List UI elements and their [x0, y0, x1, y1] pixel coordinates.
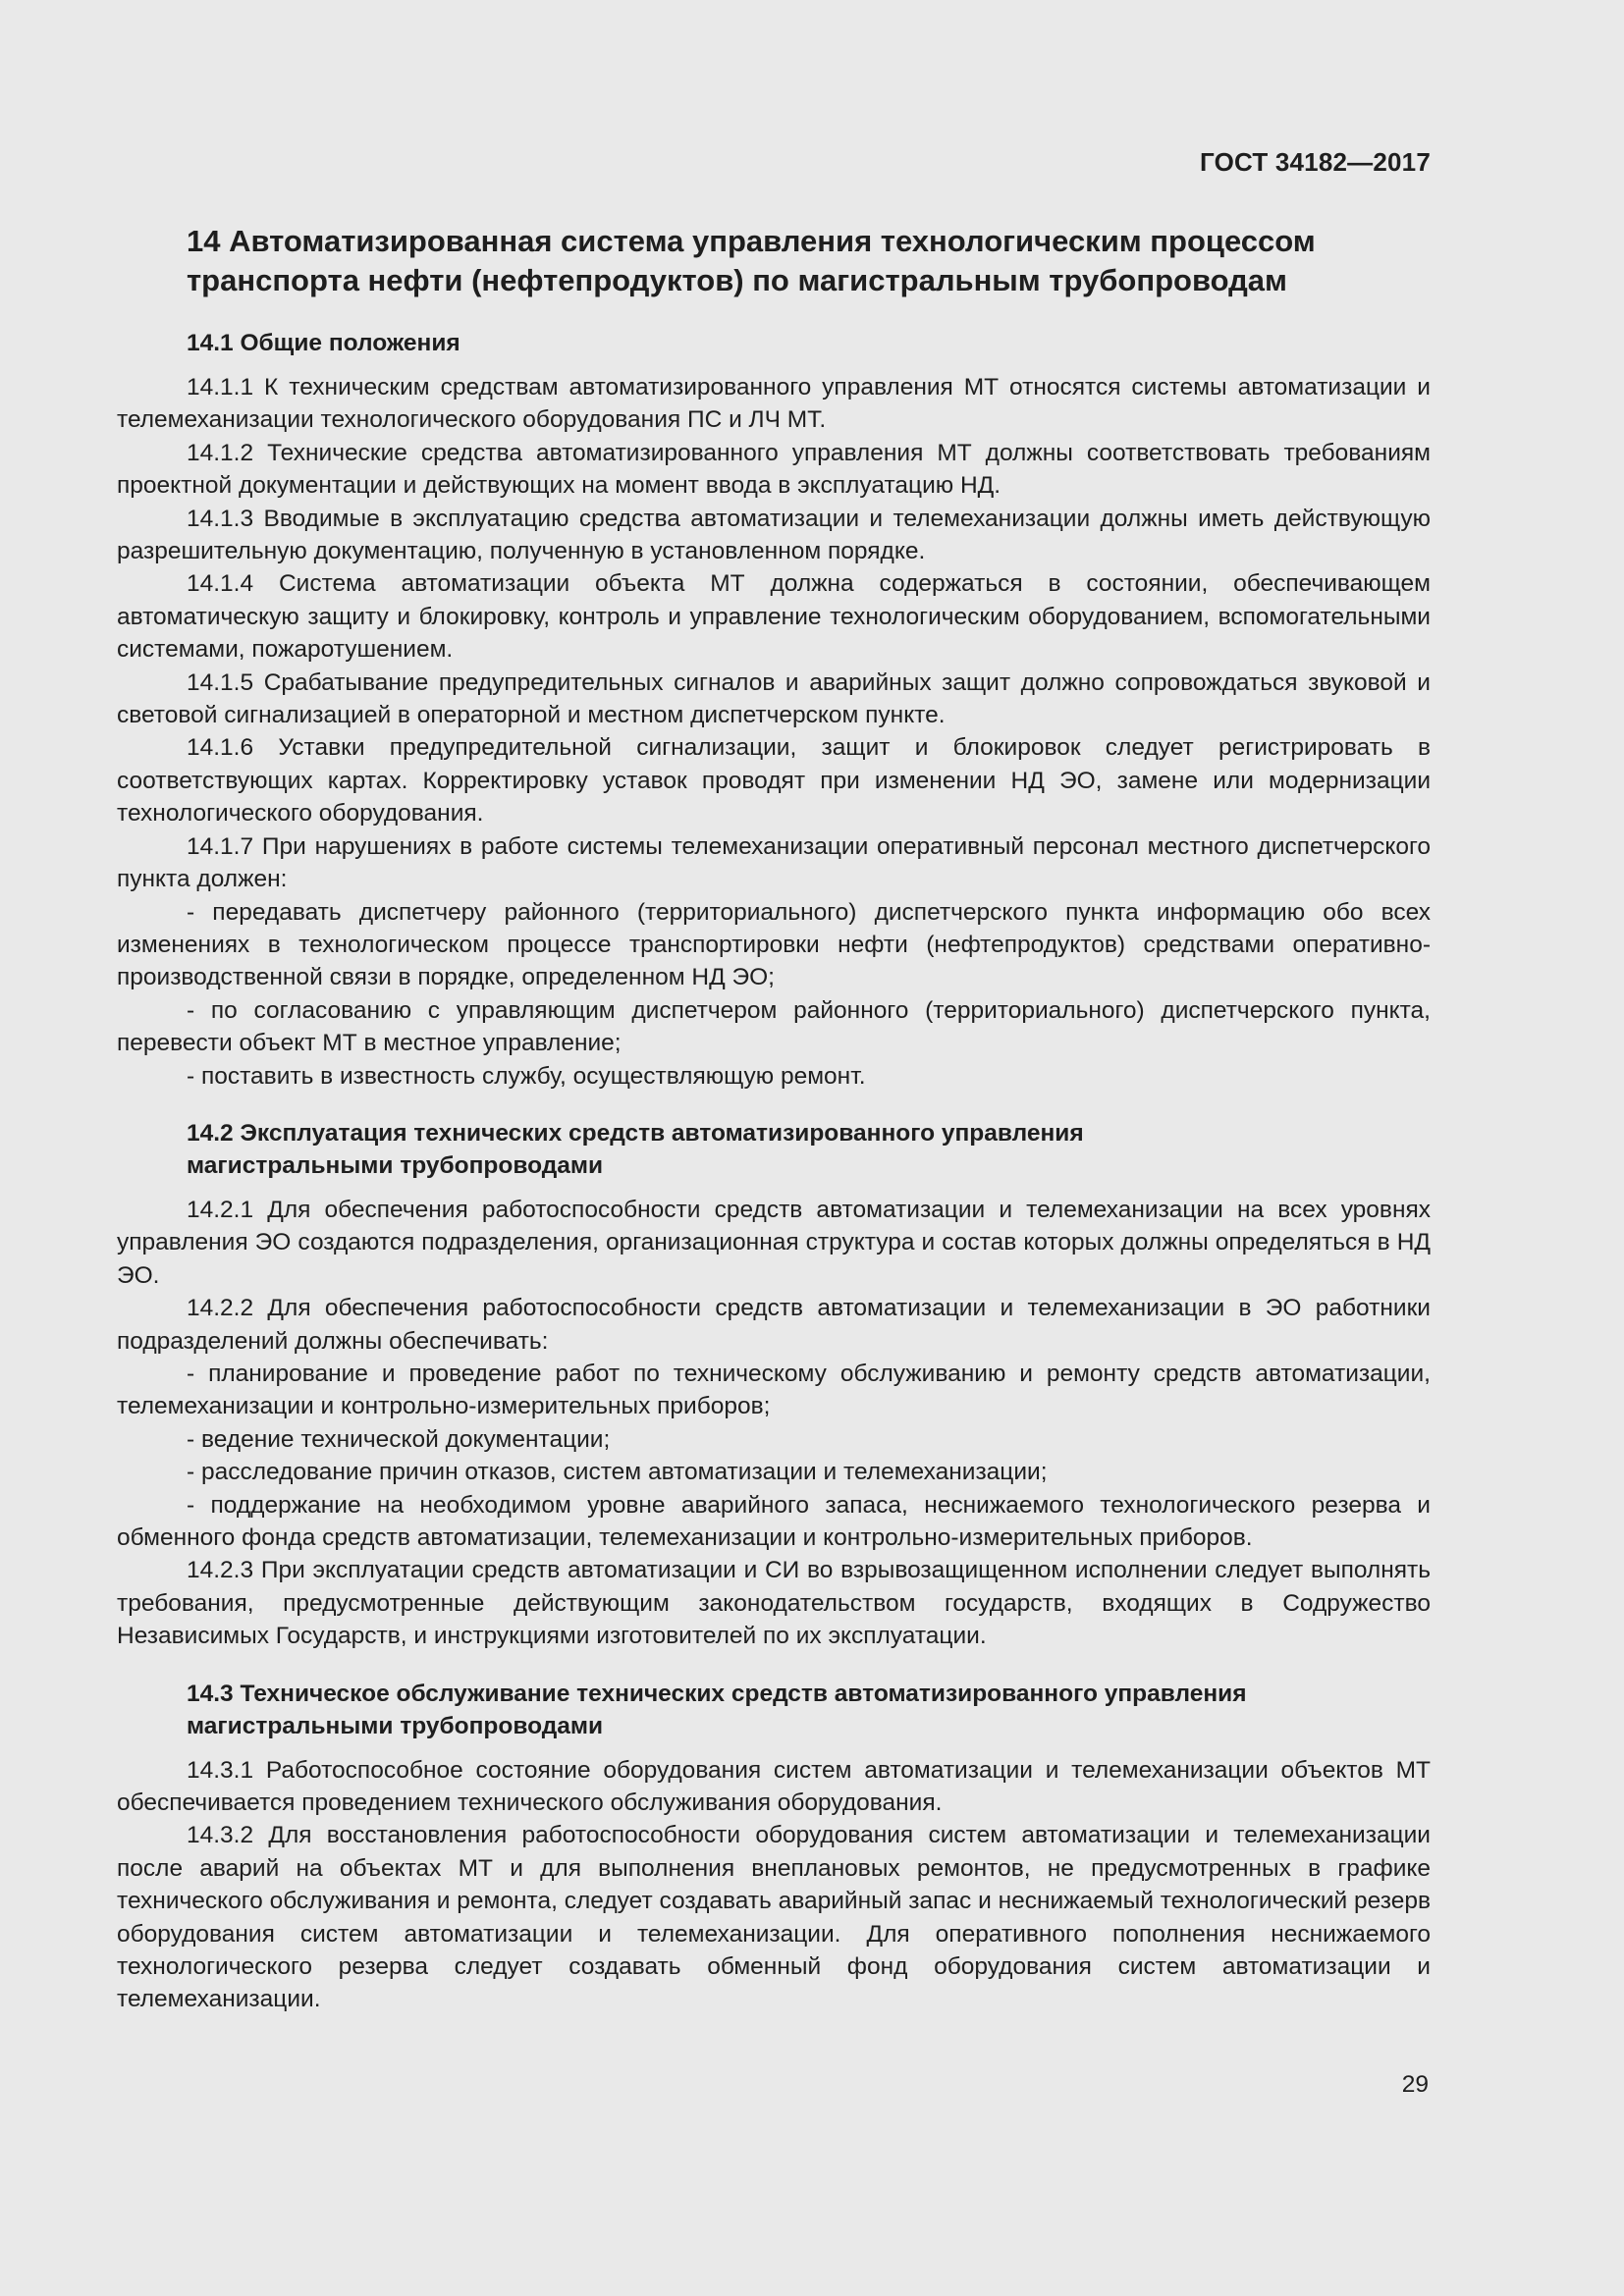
list-item: - планирование и проведение работ по техническому обслуживанию и ремонту средств автоматизации, телемеханизации и контрольно-измерительных приборов;: [117, 1360, 1431, 1420]
list-item: - расследование причин отказов, систем автоматизации и телемеханизации;: [187, 1459, 1048, 1486]
paragraph-14-1-5: 14.1.5 Срабатывание предупредительных сигналов и аварийных защит должно сопровождаться звуковой и световой сигнализацией в операторной и местном диспетчерском пункте.: [117, 668, 1431, 729]
section-title-line-1: 14.2 Эксплуатация технических средств автоматизированного управления: [187, 1119, 1084, 1147]
chapter-title: [187, 222, 1431, 300]
paragraph-14-1-6: 14.1.6 Уставки предупредительной сигнализации, защит и блокировок следует регистрировать в соответствующих картах. Корректировку уставок проводят при изменении НД ЭО, замене или модернизации технологического оборудования.: [117, 734, 1431, 828]
section-title-line-2: магистральными трубопроводами: [187, 1712, 604, 1739]
list-item: - поставить в известность службу, осуществляющую ремонт.: [187, 1062, 866, 1090]
list-item: - поддержание на необходимом уровне аварийного запаса, неснижаемого технологического резерва и обменного фонда средств автоматизации, телемеханизации и контрольно-измерительных приборов.: [117, 1491, 1431, 1551]
section-title-line-1: 14.3 Техническое обслуживание технических средств автоматизированного управления: [187, 1680, 1247, 1707]
paragraph-14-1-2: 14.1.2 Технические средства автоматизированного управления МТ должны соответствовать требованиям проектной документации и действующих на момент ввода в эксплуатацию НД.: [117, 439, 1431, 500]
paragraph-14-1-7: 14.1.7 При нарушениях в работе системы телемеханизации оперативный персонал местного диспетчерского пункта должен:: [117, 832, 1431, 893]
list-item: - ведение технической документации;: [187, 1425, 611, 1453]
paragraph-14-1-1: 14.1.1 К техническим средствам автоматизированного управления МТ относятся системы автоматизации и телемеханизации технологического оборудования ПС и ЛЧ МТ.: [117, 374, 1431, 434]
page-number: 29: [1401, 2071, 1429, 2098]
standard-code: ГОСТ 34182—2017: [1200, 147, 1431, 177]
list-item: - передавать диспетчеру районного (территориального) диспетчерского пункта информацию обо всех изменениях в технологическом процессе транспортировки нефти (нефтепродуктов) средствами оперативно-производственной связи в порядке, определенном НД ЭО;: [117, 898, 1431, 991]
paragraph-14-2-3: 14.2.3 При эксплуатации средств автоматизации и СИ во взрывозащищенном исполнении следует выполнять требования, предусмотренные действующим законодательством государств, входящих в Содружество Независимых Государств, и инструкциями изготовителей по их эксплуатации.: [117, 1557, 1431, 1650]
paragraph-14-2-1: 14.2.1 Для обеспечения работоспособности средств автоматизации и телемеханизации на всех уровнях управления ЭО создаются подразделения, организационная структура и состав которых должны определяться в НД ЭО.: [117, 1196, 1431, 1289]
chapter-title-line-2: транспорта нефти (нефтепродуктов) по магистральным трубопроводам: [187, 263, 1287, 297]
section-title-line-2: магистральными трубопроводами: [187, 1151, 604, 1179]
paragraph-14-3-2: 14.3.2 Для восстановления работоспособности оборудования систем автоматизации и телемеханизации после аварий на объектах МТ и для выполнения внеплановых ремонтов, не предусмотренных в графике технического обслуживания и ремонта, следует создавать аварийный запас и неснижаемый технологический резерв оборудования систем автоматизации и телемеханизации. Для оперативного пополнения неснижаемого технологического резерва следует создавать обменный фонд оборудования систем автоматизации и телемеханизации.: [117, 1822, 1431, 2013]
paragraph-14-1-4: 14.1.4 Система автоматизации объекта МТ должна содержаться в состоянии, обеспечивающем автоматическую защиту и блокировку, контроль и управление технологическим оборудованием, вспомогательными системами, пожаротушением.: [117, 570, 1431, 664]
paragraph-14-2-2: 14.2.2 Для обеспечения работоспособности средств автоматизации и телемеханизации в ЭО работники подразделений должны обеспечивать:: [117, 1295, 1431, 1355]
section-title-14-2: [187, 1117, 1431, 1182]
page-body: [117, 222, 1431, 2016]
section-title-line-1: 14.1 Общие положения: [187, 330, 460, 356]
paragraph-14-1-3: 14.1.3 Вводимые в эксплуатацию средства автоматизации и телемеханизации должны иметь действующую разрешительную документацию, полученную в установленном порядке.: [117, 505, 1431, 565]
list-item: - по согласованию с управляющим диспетчером районного (территориального) диспетчерского пункта, перевести объект МТ в местное управление;: [117, 996, 1431, 1057]
section-title-14-1: [187, 327, 1431, 359]
paragraph-14-3-1: 14.3.1 Работоспособное состояние оборудования систем автоматизации и телемеханизации объектов МТ обеспечивается проведением технического обслуживания оборудования.: [117, 1756, 1431, 1817]
chapter-title-line-1: 14 Автоматизированная система управления технологическим процессом: [187, 224, 1316, 258]
section-title-14-3: [187, 1678, 1431, 1742]
